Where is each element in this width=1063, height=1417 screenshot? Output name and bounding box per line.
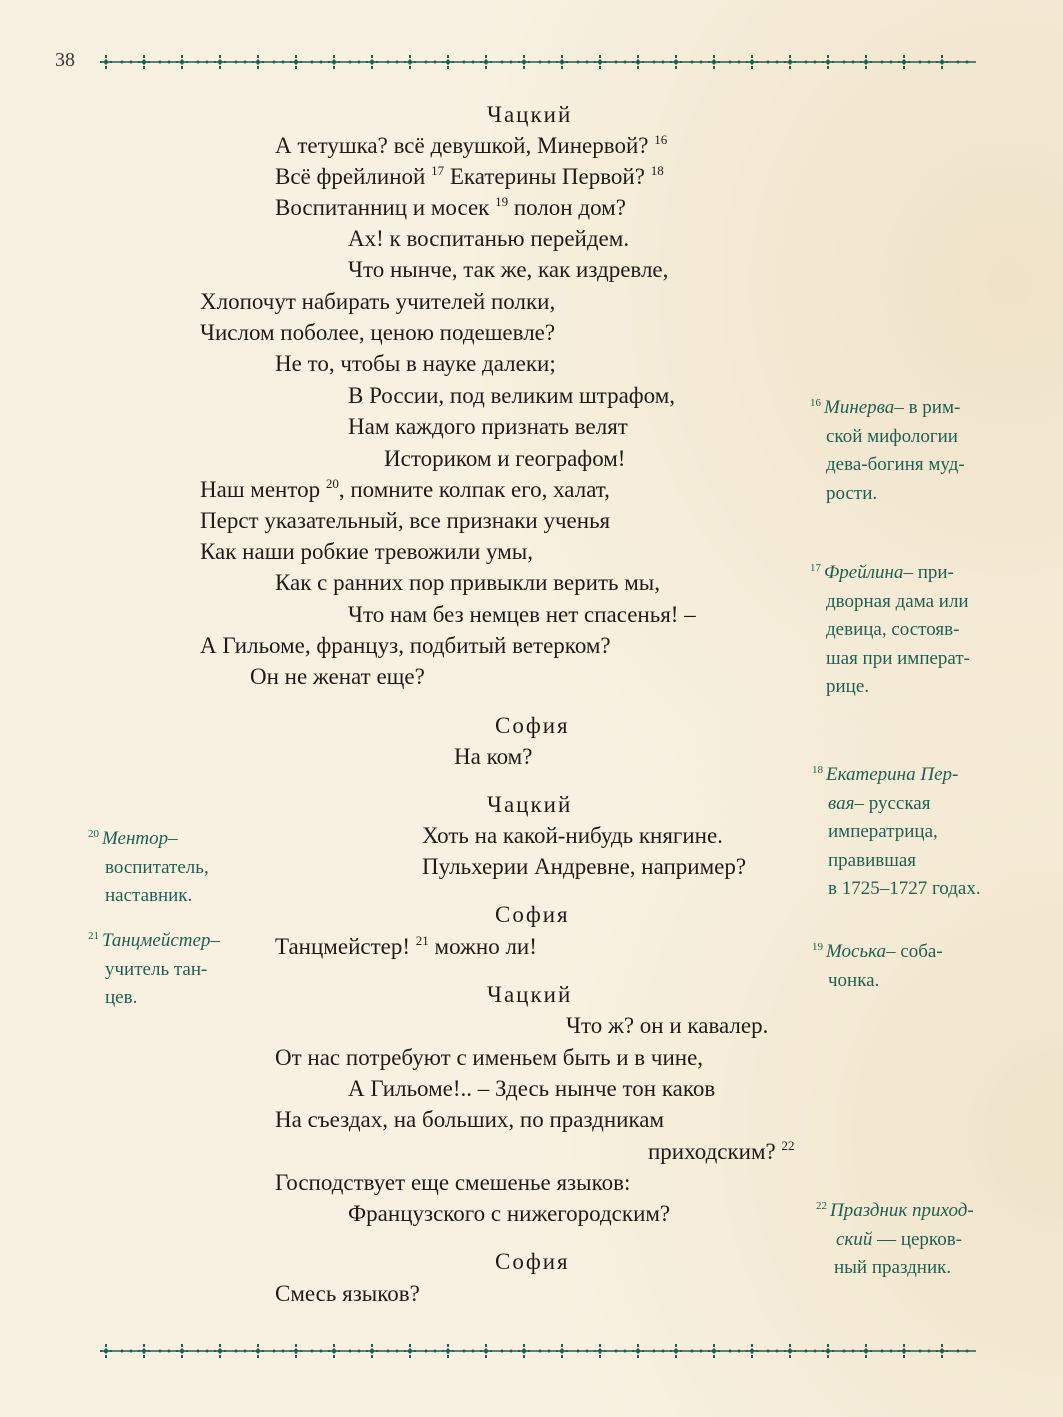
ornament-rule-icon [100,54,976,70]
verse-line: Что нынче, так же, как издревле, [348,257,669,282]
footnote-ref[interactable]: 17 [431,163,445,178]
speaker-name: София [495,902,570,927]
verse-line: Господствует еще смешенье языков: [275,1170,631,1195]
verse-line: Всё фрейлиной $^{17}$ Екатерины Первой? $^{18}$ [275,163,664,189]
verse-line: На ком? [454,744,533,769]
verse-line: Смесь языков? [275,1281,420,1306]
verse-line: От нас потребуют с именьем быть и в чине, [275,1045,704,1070]
speaker-name: София [495,1249,570,1274]
footnote-20: $^{20}$ Ментор– воспитатель, наставник. [88,828,209,906]
footnote-21: $^{21}$ Танцмейстер– учитель тан- цев. [88,930,220,1008]
ornamental-rule-top [100,54,976,70]
verse-line: Что ж? он и кавалер. [566,1013,769,1038]
verse-line: Перст указательный, все признаки ученья [200,508,611,533]
speaker-name: Чацкий [487,982,573,1007]
verse-line: Как с ранних пор привыкли верить мы, [275,570,661,595]
verse-line: приходским? $^{22}$ [648,1138,795,1164]
footnote-ref[interactable]: 20 [325,476,339,491]
verse-line: Воспитанниц и мосек $^{19}$ полон дом? [275,194,626,220]
footnote-ref[interactable]: 21 [415,933,429,948]
footnote-ref[interactable]: 22 [781,1138,795,1153]
verse-line: Наш ментор $^{20}$, помните колпак его, халат, [200,476,610,502]
footnote-ref[interactable]: 19 [495,194,509,209]
ornamental-rule-bottom [100,1343,976,1359]
verse-line: На съездах, на больших, по праздникам [275,1107,665,1132]
verse-line: Танцмейстер! $^{21}$ можно ли! [275,933,537,959]
verse-line: Пульхерии Андревне, например? [422,854,747,879]
verse-line: Хлопочут набирать учителей полки, [200,289,556,314]
verse-line: Историком и географом! [384,446,626,471]
speaker-name: Чацкий [487,102,573,127]
footnote-19: $^{19}$ Моська– соба- чонка. [812,941,943,991]
verse-line: Французского с нижегородским? [348,1201,671,1226]
footnote-ref[interactable]: 18 [650,163,664,178]
ornament-rule-icon [100,1343,976,1359]
footnote-22: $^{22}$ Праздник приход- ский — церков- ный праздник. [816,1200,974,1278]
verse-line: Как наши робкие тревожили умы, [200,539,533,564]
footnote-ref[interactable]: 16 [654,132,668,147]
verse-line: Числом поболее, ценою подешевле? [200,320,556,345]
verse-line: Ах! к воспитанью перейдем. [348,226,630,251]
verse-line: Что нам без немцев нет спасенья! – [348,602,696,627]
verse-line: А Гильоме!.. – Здесь нынче тон каков [348,1076,716,1101]
verse-line: Хоть на какой-нибудь княгине. [422,823,723,848]
footnote-17: $^{17}$ Фрейлина– при- дворная дама или девица, состояв- шая при императ- рице. [810,562,971,697]
footnote-18: $^{18}$ Екатерина Пер- вая– русская императрица, правившая в 1725–1727 годах. [812,764,981,899]
page-number: 38 [55,49,75,71]
verse-line: Нам каждого признать велят [348,414,628,439]
verse-line: А тетушка? всё девушкой, Минервой? $^{16}$ [275,132,668,158]
verse-line: В России, под великим штрафом, [348,383,676,408]
verse-line: А Гильоме, француз, подбитый ветерком? [200,633,611,658]
footnote-16: $^{16}$ Минерва– в рим- ской мифологии дева-богиня муд- рости. [810,397,965,504]
verse-line: Он не женат еще? [250,664,425,689]
speaker-name: София [495,713,570,738]
speaker-name: Чацкий [487,792,573,817]
verse-line: Не то, чтобы в науке далеки; [275,351,556,376]
